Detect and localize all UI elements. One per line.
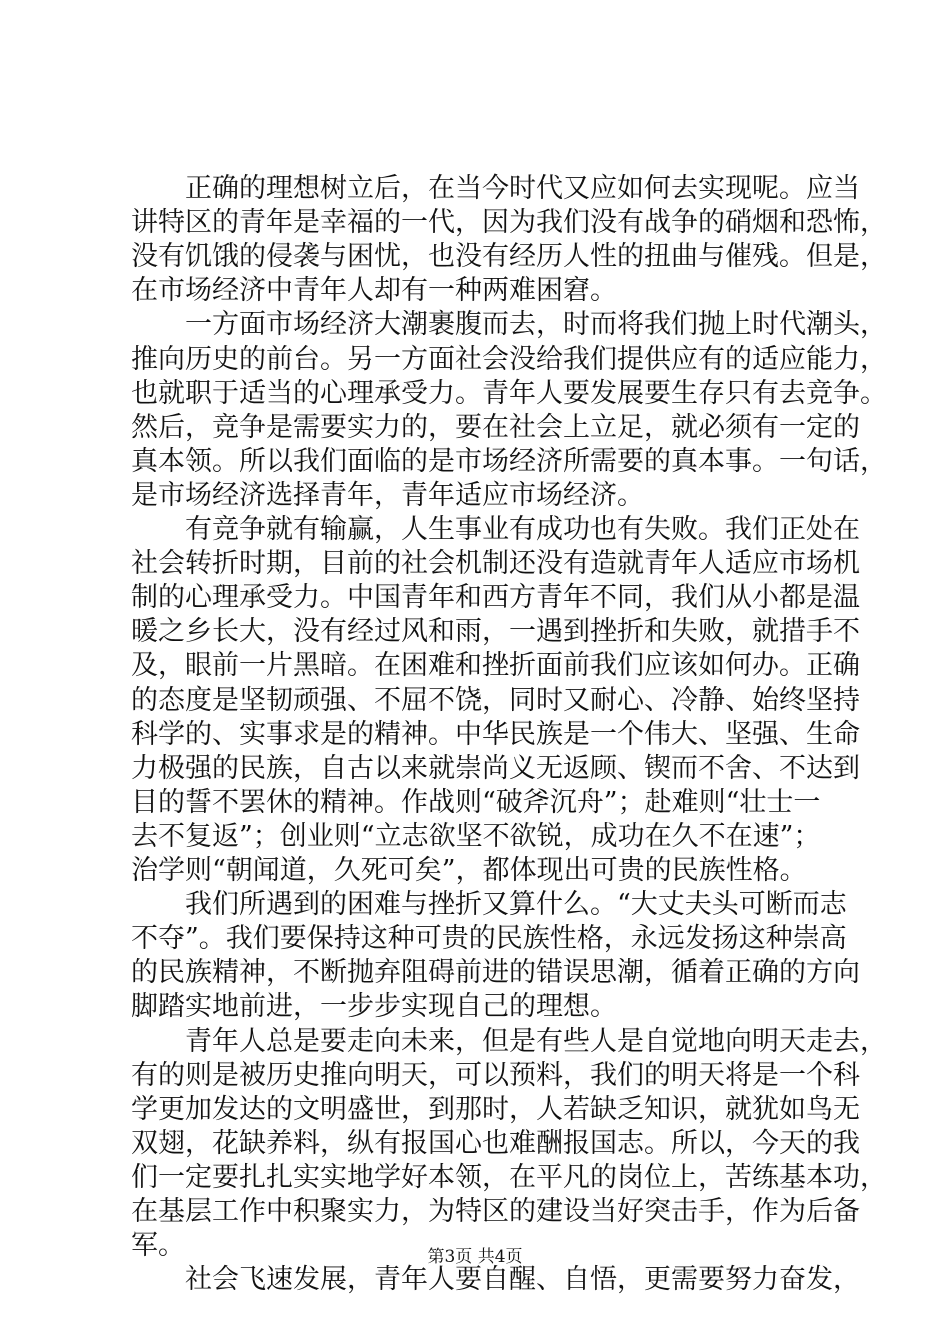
text-line: 青年人总是要走向未来，但是有些人是自觉地向明天走去， — [131, 1025, 887, 1057]
text-line: 的态度是坚韧顽强、不屈不饶，同时又耐心、冷静、始终坚持 — [131, 684, 860, 716]
text-line: 推向历史的前台。另一方面社会没给我们提供应有的适应能力， — [131, 343, 887, 375]
page-footer: 第3页 共4页 — [427, 1247, 523, 1267]
text-line: 及，眼前一片黑暗。在困难和挫折面前我们应该如何办。正确 — [131, 650, 860, 682]
text-line: 有竞争就有输赢，人生事业有成功也有失败。我们正处在 — [131, 514, 860, 545]
text-line: 在基层工作中积聚实力，为特区的建设当好突击手，作为后备 — [131, 1196, 860, 1227]
text-line: 脚踏实地前进，一步步实现自己的理想。 — [131, 991, 617, 1023]
text-line: 然后，竞争是需要实力的，要在社会上立足，就必须有一定的 — [131, 411, 860, 443]
text-line: 制的心理承受力。中国青年和西方青年不同，我们从小都是温 — [131, 582, 860, 614]
text-line: 有的则是被历史推向明天，可以预料，我们的明天将是一个科 — [131, 1059, 860, 1091]
text-line: 目的誓不罢休的精神。作战则“破斧沉舟”；赴难则“壮士一 — [131, 786, 821, 818]
text-line: 学更加发达的文明盛世，到那时，人若缺乏知识，就犹如鸟无 — [131, 1093, 860, 1125]
text-line: 们一定要扎扎实实地学好本领，在平凡的岗位上，苦练基本功， — [131, 1161, 887, 1193]
text-line: 科学的、实事求是的精神。中华民族是一个伟大、坚强、生命 — [131, 718, 860, 750]
text-line: 是市场经济选择青年，青年适应市场经济。 — [131, 479, 644, 511]
text-line: 我们所遇到的困难与挫折又算什么。“大丈夫头可断而志 — [131, 889, 847, 921]
text-line: 一方面市场经济大潮裹腹而去，时而将我们抛上时代潮头， — [131, 309, 887, 341]
text-line: 正确的理想树立后，在当今时代又应如何去实现呢。应当 — [131, 173, 860, 204]
text-line: 军。 — [131, 1230, 185, 1262]
text-line: 没有饥饿的侵袭与困忧，也没有经历人性的扭曲与催残。但是， — [131, 241, 887, 273]
text-line: 在市场经济中青年人却有一种两难困窘。 — [131, 275, 617, 307]
text-line: 也就职于适当的心理承受力。青年人要发展要生存只有去竞争。 — [131, 377, 887, 409]
text-line: 社会飞速发展，青年人要自醒、自悟，更需要努力奋发， — [131, 1264, 860, 1296]
text-line: 讲特区的青年是幸福的一代，因为我们没有战争的硝烟和恐怖， — [131, 207, 887, 239]
text-line: 去不复返”；创业则“立志欲坚不欲锐，成功在久不在速”； — [131, 820, 821, 852]
text-line: 治学则“朝闻道，久死可矣”，都体现出可贵的民族性格。 — [131, 855, 807, 886]
text-line: 暖之乡长大，没有经过风和雨，一遇到挫折和失败，就措手不 — [131, 616, 860, 648]
text-line: 社会转折时期，目前的社会机制还没有造就青年人适应市场机 — [131, 548, 860, 580]
text-line: 不夺”。我们要保持这种可贵的民族性格，永远发扬这种崇高 — [131, 923, 847, 955]
text-line: 真本领。所以我们面临的是市场经济所需要的真本事。一句话， — [131, 445, 887, 477]
text-line: 力极强的民族，自古以来就崇尚义无返顾、锲而不舍、不达到 — [131, 752, 860, 784]
text-line: 的民族精神，不断抛弃阻碍前进的错误思潮，循着正确的方向 — [131, 957, 860, 989]
text-line: 双翅，花缺养料，纵有报国心也难酬报国志。所以，今天的我 — [131, 1127, 860, 1159]
